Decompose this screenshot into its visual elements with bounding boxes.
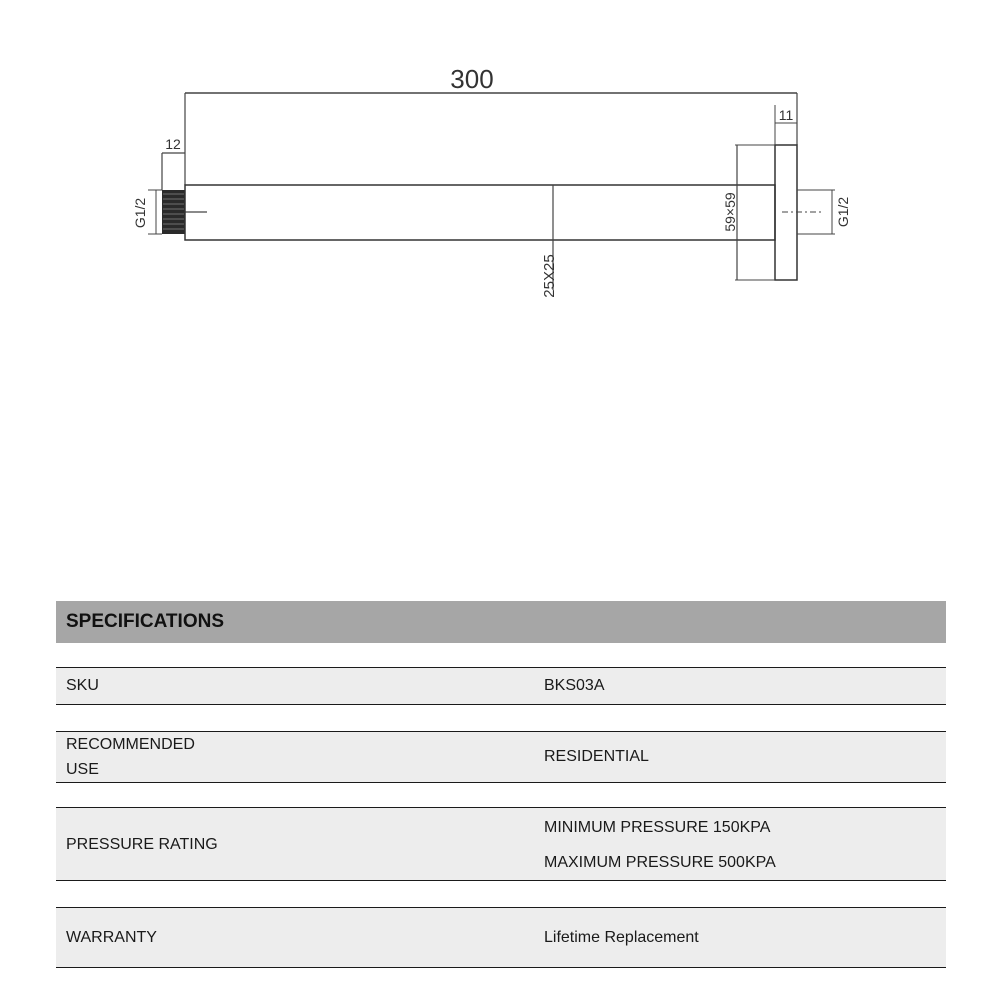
spec-row-sku — [56, 667, 946, 705]
spec-row-warranty — [56, 907, 946, 968]
left-thread-label: G1/2 — [132, 197, 148, 229]
spec-label-sku: SKU — [66, 677, 99, 694]
spec-value-warranty: Lifetime Replacement — [544, 929, 699, 946]
length-dimension-label: 300 — [450, 64, 494, 94]
spec-label-recommended-use-line1: RECOMMENDED — [66, 736, 195, 753]
spec-row-recommended-use — [56, 731, 946, 783]
spec-value-sku: BKS03A — [544, 677, 605, 694]
flange-size-label: 59×59 — [722, 192, 738, 232]
thread-length-label: 12 — [165, 136, 181, 152]
spec-value-recommended-use: RESIDENTIAL — [544, 748, 649, 765]
spec-value-minimum-pressure: MINIMUM PRESSURE 150KPA — [544, 819, 771, 836]
specifications-table — [56, 601, 946, 946]
arm-tube — [185, 185, 775, 240]
tube-section-label: 25X25 — [541, 254, 558, 298]
technical-drawing — [0, 0, 1000, 330]
spec-label-warranty: WARRANTY — [66, 929, 157, 946]
spec-label-pressure-rating: PRESSURE RATING — [66, 836, 218, 853]
spec-value-maximum-pressure: MAXIMUM PRESSURE 500KPA — [544, 854, 776, 871]
specifications-header: SPECIFICATIONS — [56, 601, 946, 643]
threaded-end — [162, 190, 185, 234]
spec-label-recommended-use-line2: USE — [66, 761, 99, 778]
spec-row-pressure-rating — [56, 807, 946, 881]
flange-thickness-label: 11 — [778, 107, 794, 123]
right-thread-label: G1/2 — [835, 196, 851, 228]
